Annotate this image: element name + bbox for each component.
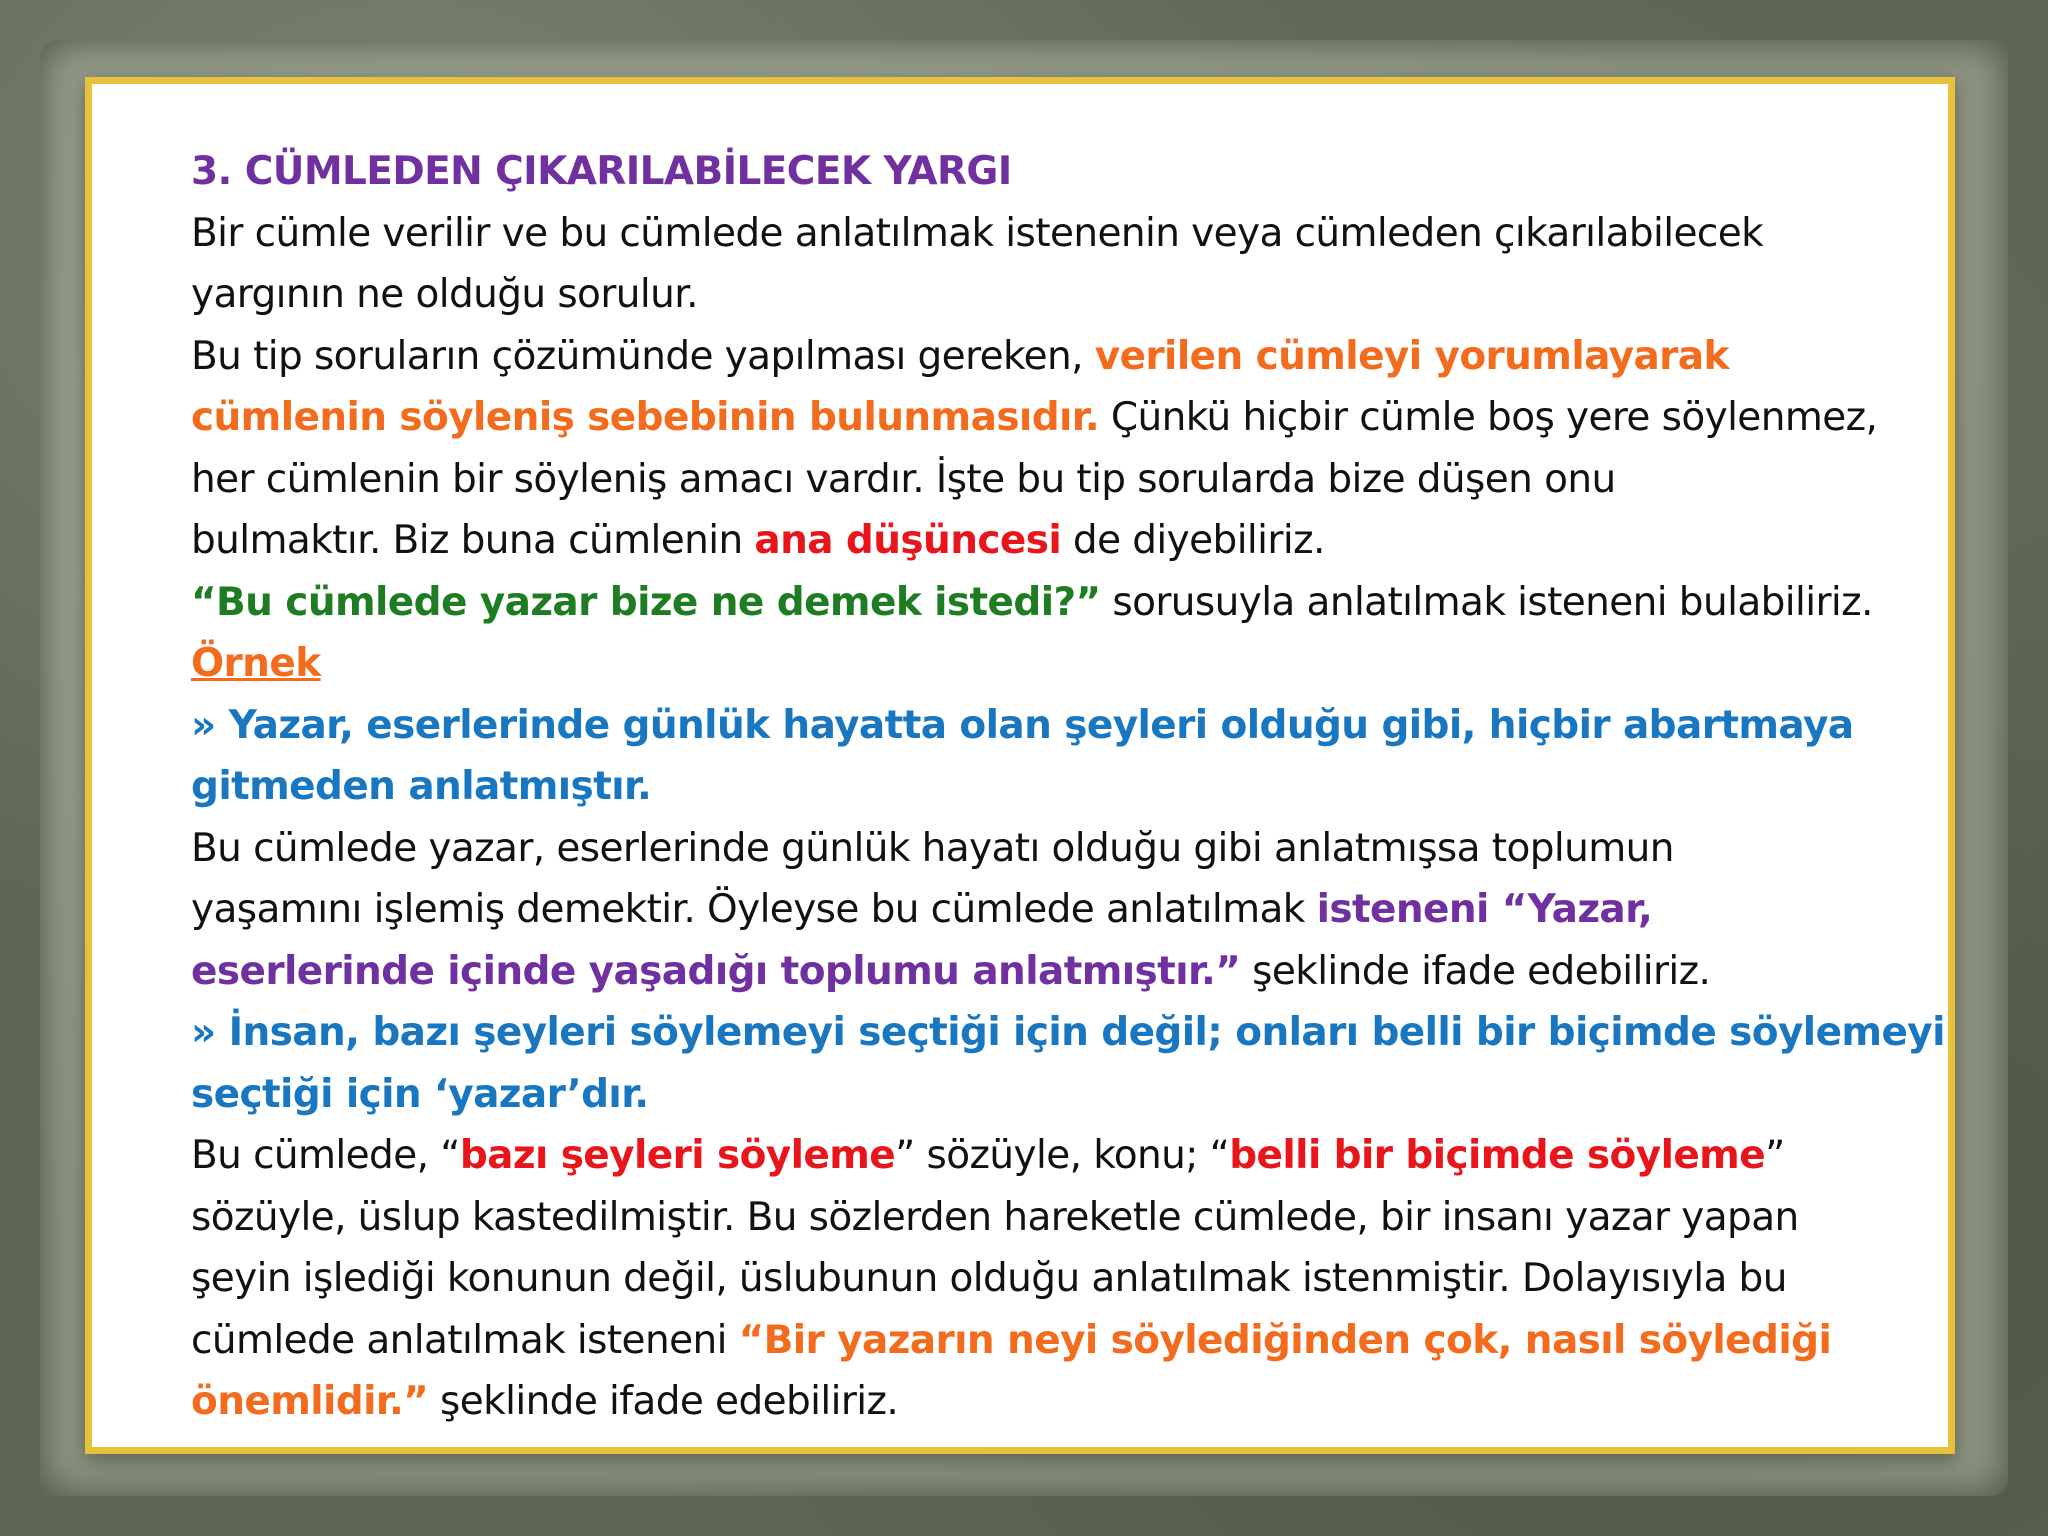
example-label: Örnek	[191, 641, 321, 686]
text-span: Çünkü hiçbir cümle boş yere söylenmez,	[1099, 395, 1878, 440]
text-span: sorusuyla anlatılmak isteneni bulabiliriz.	[1100, 579, 1873, 625]
paragraph-line	[191, 1125, 1951, 1187]
highlight-orange: önemlidir.”	[191, 1379, 429, 1424]
paragraph-line	[191, 326, 1951, 388]
paragraph-line: şeyin işlediği konunun değil, üslubunun olduğu anlatılmak istenmiştir. Dolayısıyla bu	[191, 1256, 1787, 1301]
paragraph-line: yargının ne olduğu sorulur.	[191, 272, 698, 317]
example-heading-line	[191, 633, 1951, 695]
text-span: ” sözüyle, konu; “	[895, 1133, 1230, 1178]
paragraph-line	[191, 510, 1951, 572]
text-span: şeklinde ifade edebiliriz.	[1240, 948, 1711, 994]
paragraph-line: her cümlenin bir söyleniş amacı vardır. İşte bu tip sorularda bize düşen onu	[191, 456, 1616, 502]
highlight-red: ana düşüncesi	[754, 518, 1062, 563]
paragraph-line	[191, 1371, 1951, 1433]
text-span: yaşamını işlemiş demektir. Öyleyse bu cümlede anlatılmak	[191, 887, 1317, 932]
paragraph-line	[191, 1310, 1951, 1372]
paragraph-line: Bu cümlede yazar, eserlerinde günlük hayatı olduğu gibi anlatmışsa toplumun	[191, 825, 1674, 871]
text-span: ”	[1765, 1133, 1785, 1178]
example-sentence-line: gitmeden anlatmıştır.	[191, 764, 652, 809]
highlight-purple: eserlerinde içinde yaşadığı toplumu anlatmıştır.”	[191, 948, 1241, 994]
text-span: de diyebiliriz.	[1061, 518, 1325, 563]
paragraph-line: sözüyle, üslup kastedilmiştir. Bu sözlerden hareketle cümlede, bir insanı yazar yapan	[191, 1194, 1799, 1240]
paragraph-line: Bir cümle verilir ve bu cümlede anlatılmak istenenin veya cümleden çıkarılabilecek	[191, 210, 1764, 256]
highlight-red: belli bir biçimde söyleme	[1229, 1133, 1766, 1178]
text-span: şeklinde ifade edebiliriz.	[428, 1379, 899, 1424]
paragraph-line	[191, 879, 1951, 941]
example-sentence-line: seçtiği için ‘yazar’dır.	[191, 1071, 649, 1117]
example-sentence-line: » İnsan, bazı şeyleri söylemeyi seçtiği için değil; onları belli bir biçimde söylemeyi	[191, 1010, 1945, 1055]
highlight-orange: verilen cümleyi yorumlayarak	[1094, 333, 1729, 379]
highlight-red: bazı şeyleri söyleme	[459, 1133, 896, 1178]
paragraph-line	[191, 941, 1951, 1003]
highlight-purple: isteneni “Yazar,	[1316, 887, 1653, 932]
example-sentence-line: » Yazar, eserlerinde günlük hayatta olan şeyleri olduğu gibi, hiçbir abartmaya	[191, 702, 1854, 748]
slide-title: 3. CÜMLEDEN ÇIKARILABİLECEK YARGI	[191, 149, 1012, 194]
paragraph-line	[191, 572, 1951, 634]
text-span: Bu cümlede, “	[191, 1133, 460, 1178]
text-span: cümlede anlatılmak isteneni	[191, 1317, 739, 1363]
slide-content	[191, 141, 1951, 1433]
text-span: Bu tip soruların çözümünde yapılması gereken,	[191, 333, 1095, 379]
highlight-orange: cümlenin söyleniş sebebinin bulunmasıdır.	[191, 395, 1100, 440]
text-span: bulmaktır. Biz buna cümlenin	[191, 518, 755, 563]
highlight-green: “Bu cümlede yazar bize ne demek istedi?”	[191, 579, 1101, 625]
paragraph-line	[191, 387, 1951, 449]
highlight-orange: “Bir yazarın neyi söylediğinden çok, nasıl söylediği	[738, 1317, 1832, 1363]
